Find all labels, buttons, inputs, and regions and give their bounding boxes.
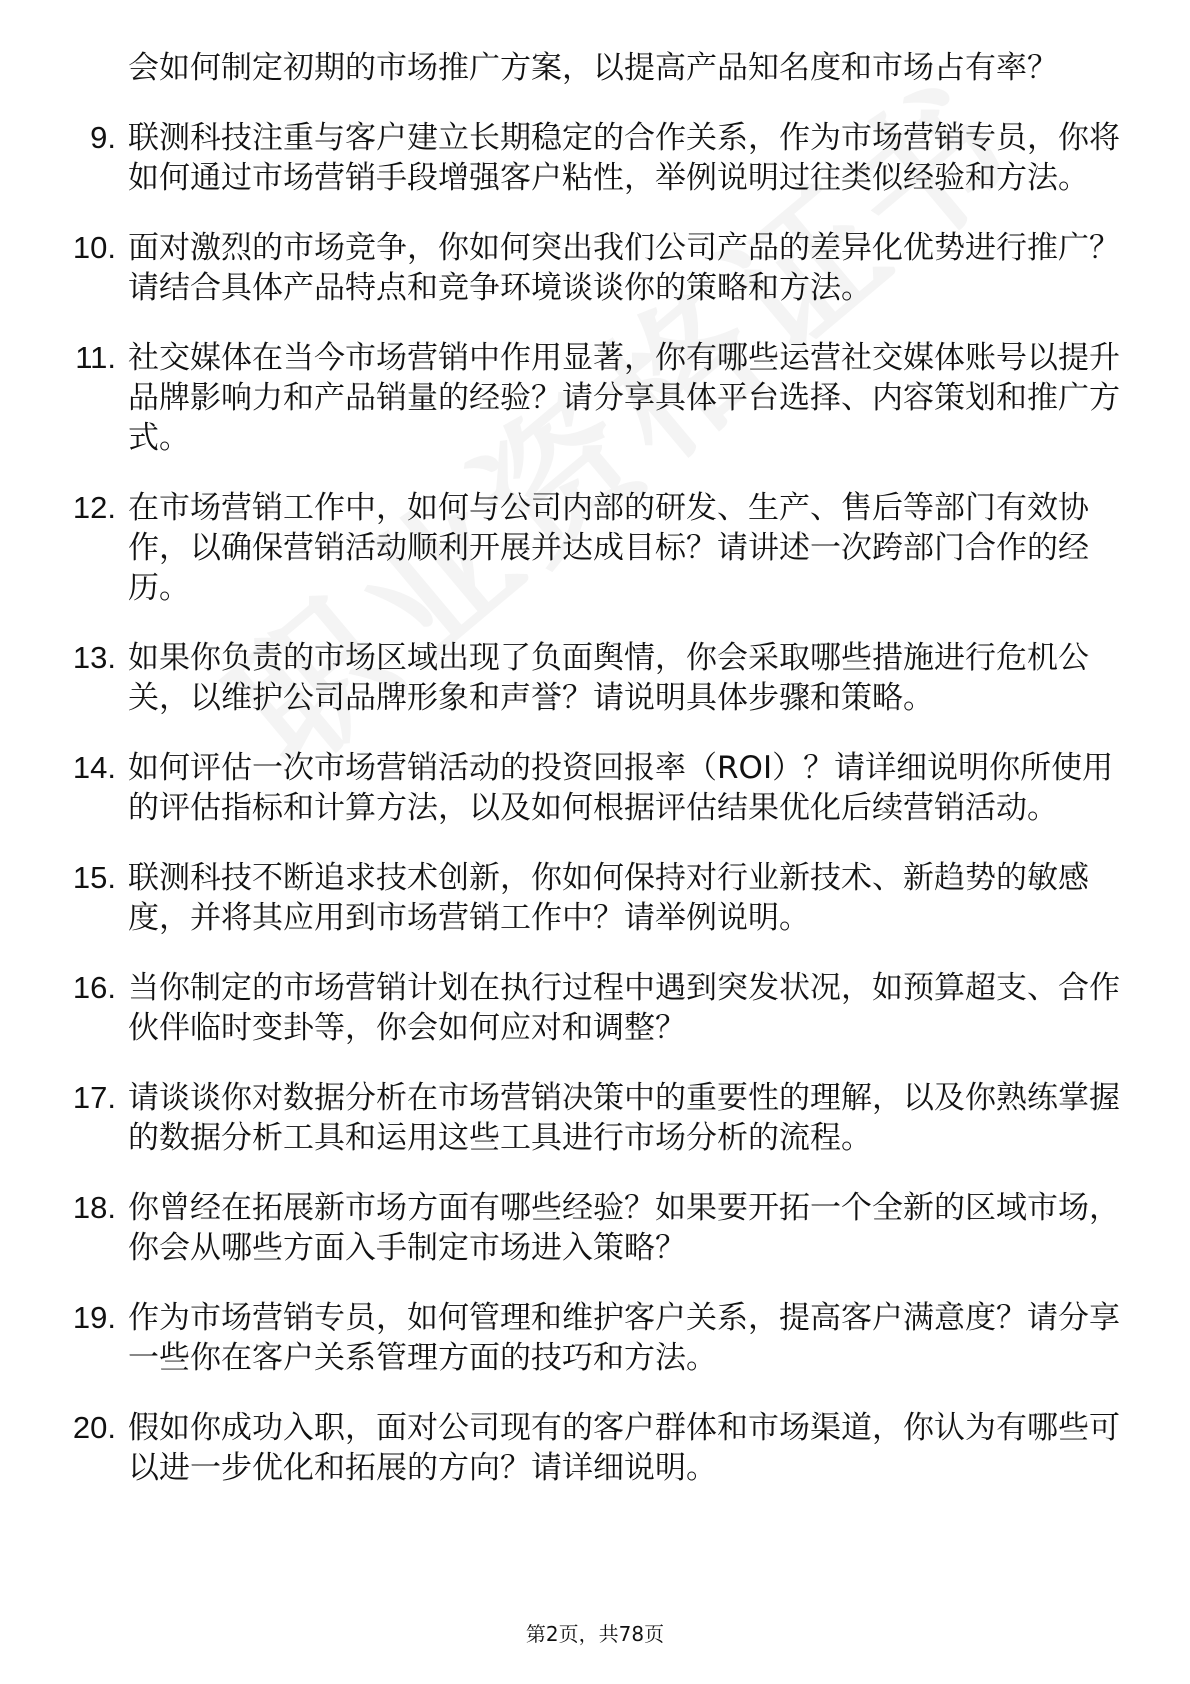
continuation-paragraph: 会如何制定初期的市场推广方案，以提高产品知名度和市场占有率？: [128, 50, 1058, 86]
question-item: [60, 1078, 1130, 1158]
question-number: 13.: [72, 640, 116, 675]
question-item: [60, 118, 1130, 198]
question-text: 联测科技不断追求技术创新，你如何保持对行业新技术、新趋势的敏感度，并将其应用到市场营销工作中？请举例说明。: [128, 860, 1089, 936]
question-text: 如果你负责的市场区域出现了负面舆情，你会采取哪些措施进行危机公关，以维护公司品牌形象和声誉？请说明具体步骤和策略。: [128, 640, 1089, 716]
question-item: [60, 488, 1130, 608]
question-item: [60, 1188, 1130, 1268]
question-item: [60, 858, 1130, 938]
question-number: 12.: [72, 490, 116, 525]
question-number: 14.: [72, 750, 116, 785]
question-text: 作为市场营销专员，如何管理和维护客户关系，提高客户满意度？请分享一些你在客户关系管理方面的技巧和方法。: [128, 1300, 1120, 1376]
question-text: 面对激烈的市场竞争，你如何突出我们公司产品的差异化优势进行推广？请结合具体产品特点和竞争环境谈谈你的策略和方法。: [128, 230, 1120, 306]
question-number: 11.: [75, 340, 116, 375]
question-item: [60, 1298, 1130, 1378]
question-item: [60, 1408, 1130, 1488]
question-text: 如何评估一次市场营销活动的投资回报率（ROI）？请详细说明你所使用的评估指标和计算方法，以及如何根据评估结果优化后续营销活动。: [128, 750, 1114, 826]
question-number: 15.: [72, 860, 116, 895]
question-item: [60, 748, 1130, 828]
question-item: [60, 968, 1130, 1048]
question-number: 16.: [72, 970, 116, 1005]
question-text: 当你制定的市场营销计划在执行过程中遇到突发状况，如预算超支、合作伙伴临时变卦等，你会如何应对和调整？: [128, 970, 1120, 1046]
question-text: 社交媒体在当今市场营销中作用显著，你有哪些运营社交媒体账号以提升品牌影响力和产品销量的经验？请分享具体平台选择、内容策划和推广方式。: [128, 340, 1120, 456]
document-body: [60, 48, 1130, 1518]
question-number: 19.: [72, 1300, 116, 1335]
question-text: 在市场营销工作中，如何与公司内部的研发、生产、售后等部门有效协作，以确保营销活动顺利开展并达成目标？请讲述一次跨部门合作的经历。: [128, 490, 1089, 606]
question-number: 18.: [72, 1190, 116, 1225]
question-item: [60, 638, 1130, 718]
question-item: [60, 338, 1130, 458]
question-number: 10.: [72, 230, 116, 265]
question-text: 联测科技注重与客户建立长期稳定的合作关系，作为市场营销专员，你将如何通过市场营销手段增强客户粘性，举例说明过往类似经验和方法。: [128, 120, 1120, 196]
question-text: 请谈谈你对数据分析在市场营销决策中的重要性的理解，以及你熟练掌握的数据分析工具和运用这些工具进行市场分析的流程。: [128, 1080, 1120, 1156]
question-text: 假如你成功入职，面对公司现有的客户群体和市场渠道，你认为有哪些可以进一步优化和拓展的方向？请详细说明。: [128, 1410, 1120, 1486]
question-item: [60, 228, 1130, 308]
question-number: 17.: [72, 1080, 116, 1115]
question-number: 9.: [90, 120, 116, 155]
question-text: 你曾经在拓展新市场方面有哪些经验？如果要开拓一个全新的区域市场，你会从哪些方面入手制定市场进入策略？: [128, 1190, 1120, 1266]
question-number: 20.: [72, 1410, 116, 1445]
page-footer: 第2页，共78页: [525, 1622, 665, 1646]
